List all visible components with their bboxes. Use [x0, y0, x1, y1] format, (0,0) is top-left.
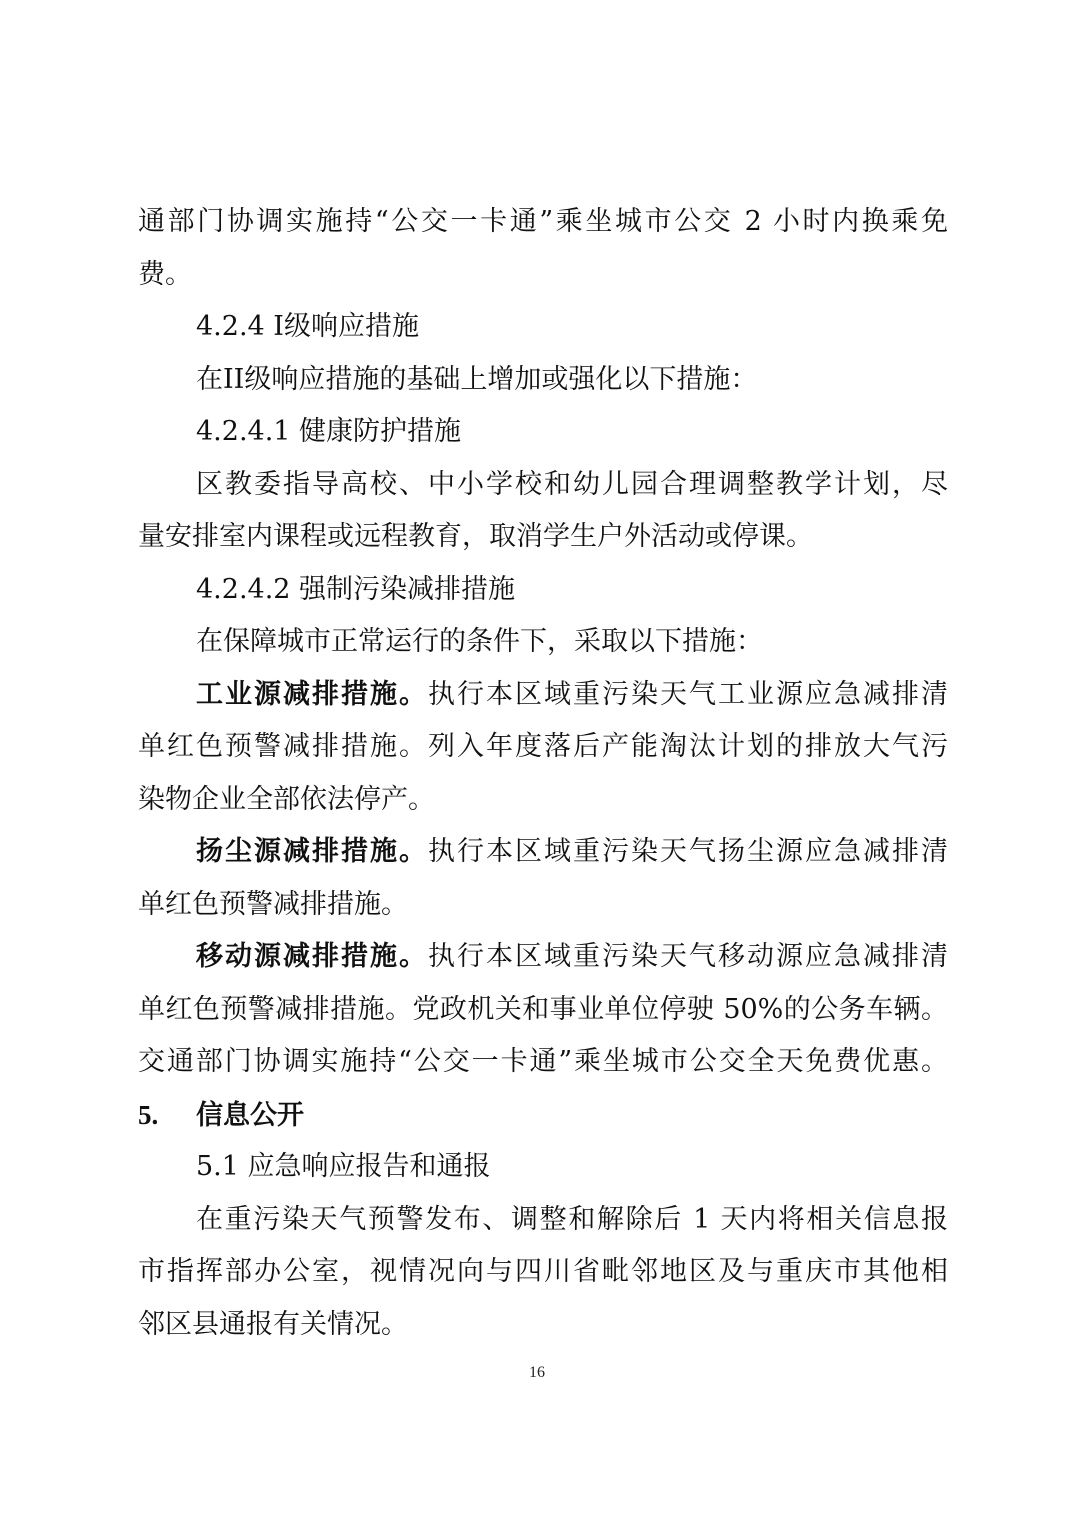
paragraph-line: 在保障城市正常运行的条件下，采取以下措施： — [196, 626, 763, 657]
paragraph-line: 量安排室内课程或远程教育，取消学生户外活动或停课。 — [138, 521, 813, 552]
paragraph-line: 交通部门协调实施持“公交一卡通”乘坐城市公交全天免费优惠。 — [138, 1046, 948, 1077]
body-text — [138, 196, 948, 1351]
paragraph-line: 区教委指导高校、中小学校和幼儿园合理调整教学计划，尽 — [196, 468, 948, 500]
paragraph-line: 染物企业全部依法停产。 — [138, 783, 435, 815]
chapter-heading — [138, 1089, 948, 1142]
bold-lead: 扬尘源减排措施。 — [196, 836, 428, 867]
paragraph-line — [138, 931, 948, 984]
paragraph-text: 执行本区域重污染天气移动源应急减排清 — [428, 941, 948, 972]
chapter-number: 5. — [138, 1099, 159, 1130]
section-heading: 4.2.4.1 健康防护措施 — [196, 416, 462, 447]
paragraph-line: 通部门协调实施持“公交一卡通”乘坐城市公交 2 小时内换乘免 — [138, 206, 948, 237]
paragraph-line: 单红色预警减排措施。列入年度落后产能淘汰计划的排放大气污 — [138, 731, 948, 762]
bold-lead: 工业源减排措施。 — [196, 678, 428, 710]
section-heading: 5.1 应急响应报告和通报 — [196, 1151, 491, 1182]
paragraph-line: 邻区县通报有关情况。 — [138, 1308, 408, 1340]
paragraph-line: 在II级响应措施的基础上增加或强化以下措施： — [196, 363, 758, 395]
paragraph-text: 执行本区域重污染天气工业源应急减排清 — [428, 678, 948, 710]
paragraph-line: 市指挥部办公室，视情况向与四川省毗邻地区及与重庆市其他相 — [138, 1256, 948, 1287]
bold-lead: 移动源减排措施。 — [196, 941, 428, 972]
paragraph-line: 费。 — [138, 258, 192, 290]
paragraph-text: 执行本区域重污染天气扬尘源应急减排清 — [428, 836, 948, 867]
paragraph-line: 单红色预警减排措施。党政机关和事业单位停驶 50%的公务车辆。 — [138, 993, 948, 1025]
paragraph-line: 在重污染天气预警发布、调整和解除后 1 天内将相关信息报 — [196, 1203, 948, 1235]
paragraph-line — [138, 826, 948, 879]
page-number: 16 — [529, 1364, 545, 1381]
chapter-title: 信息公开 — [196, 1099, 304, 1131]
section-heading: 4.2.4.2 强制污染减排措施 — [196, 573, 516, 605]
section-heading: 4.2.4 I级响应措施 — [196, 311, 419, 342]
paragraph-line: 单红色预警减排措施。 — [138, 888, 408, 920]
paragraph-line — [138, 669, 948, 722]
